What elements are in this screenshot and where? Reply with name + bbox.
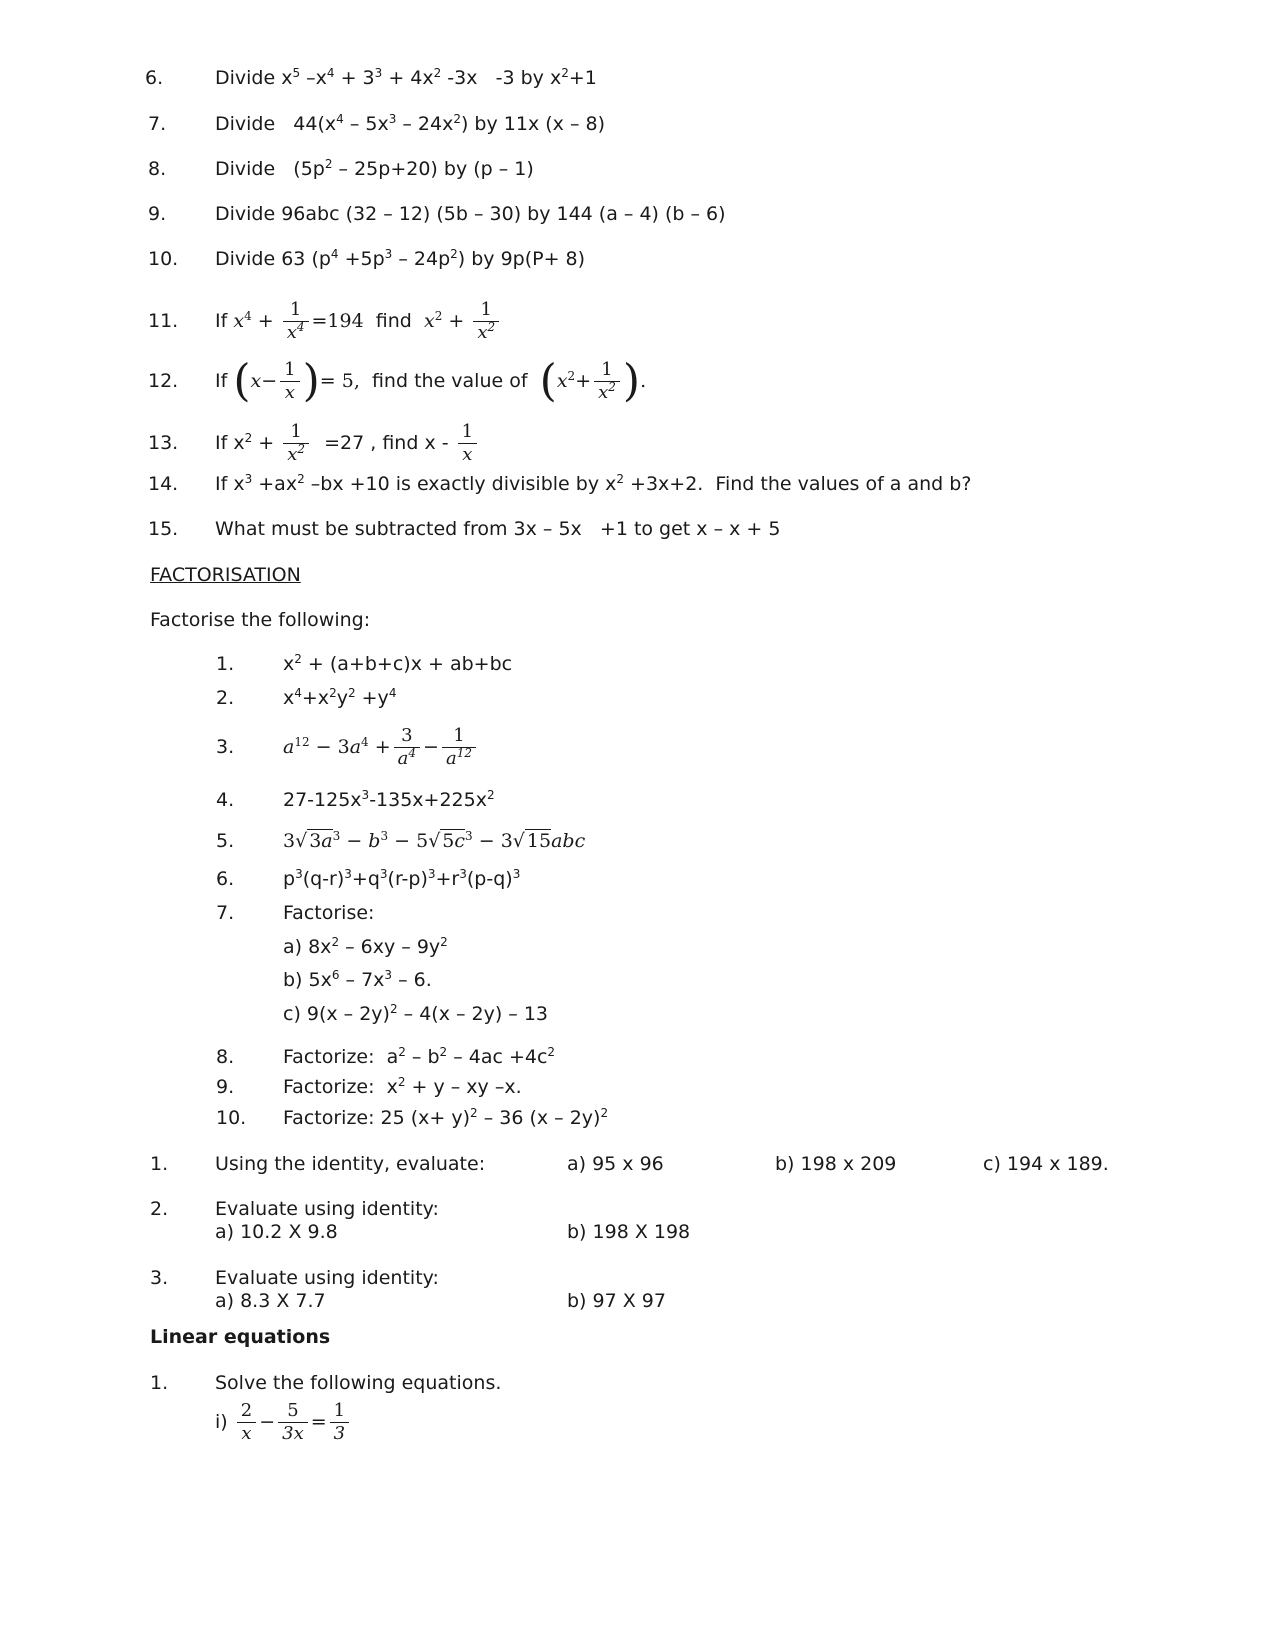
question-number: 13. bbox=[148, 432, 179, 454]
question-number: 8. bbox=[148, 158, 167, 180]
item-expression: c) 9(x – 2y)$^2$ – 4(x – 2y) – 13 bbox=[283, 1002, 549, 1025]
item-label: Factorise: bbox=[283, 902, 375, 924]
item-number: 5. bbox=[216, 830, 235, 852]
question-number: 10. bbox=[148, 248, 179, 270]
question-number: 2. bbox=[150, 1198, 169, 1220]
item-expression: $x^2 + (a+b+c)x + ab+bc$ bbox=[283, 652, 513, 675]
item-number: 7. bbox=[216, 902, 235, 924]
item-number: 3. bbox=[216, 736, 235, 758]
question-number: 9. bbox=[148, 203, 167, 225]
item-expression: 3√ $3a^3 - b^3 - 5√$ $5c^3 - 3√$ 15abc bbox=[283, 829, 586, 852]
part-b: b) 198 X 198 bbox=[567, 1221, 691, 1243]
item-number: 1. bbox=[216, 653, 235, 675]
part-b: b) 97 X 97 bbox=[567, 1290, 666, 1312]
question-math: If (x− $\frac{1}{x}$ )= 5, find the value of ($x^2+$ $\frac{1}{x^2}$ ). bbox=[215, 355, 647, 407]
equation: i) $\frac{2}{x}$ − $\frac{5}{3x}$ = $\frac{1}{3}$ bbox=[215, 1395, 352, 1449]
question-text: Solve the following equations. bbox=[215, 1372, 502, 1394]
item-number: 2. bbox=[216, 687, 235, 709]
part-a: a) 8.3 X 7.7 bbox=[215, 1290, 326, 1312]
item-expression: Factorize: 25 $(x+ y)^2 - 36$ (x – 2y)$^2$ bbox=[283, 1106, 609, 1129]
item-number: 10. bbox=[216, 1107, 247, 1129]
question-text: Evaluate using identity: bbox=[215, 1198, 439, 1220]
question-text: If $x^3 +ax^2$ –bx +10 is exactly divisible by $x^2 +3x+2$. Find the values of a and b? bbox=[215, 472, 972, 495]
item-expression: $a^{12} - 3a^4$ + $\frac{3}{a^4}$ − $\frac{1}{a^{12}}$ bbox=[283, 720, 479, 774]
question-math: If $x^4$ + $\frac{1}{x^4}$ =194 find $x^2$ + $\frac{1}{x^2}$ bbox=[215, 294, 502, 348]
question-text: Evaluate using identity: bbox=[215, 1267, 439, 1289]
question-text: Divide 63 $(p^4 +5p^3 - 24p^2)$ by 9p(P+ 8) bbox=[215, 247, 586, 270]
part-a: a) 95 x 96 bbox=[567, 1153, 664, 1175]
item-number: 9. bbox=[216, 1076, 235, 1098]
item-number: 8. bbox=[216, 1046, 235, 1068]
question-text: Divide $(5p^2 - 25p+20)$ by (p – 1) bbox=[215, 157, 534, 180]
item-expression: $x^4+x^2y^2 +y^4$ bbox=[283, 686, 397, 709]
question-text: Divide 96abc (32 – 12) (5b – 30) by 144 (a – 4) (b – 6) bbox=[215, 203, 726, 225]
question-number: 11. bbox=[148, 310, 179, 332]
question-number: 7. bbox=[148, 113, 167, 135]
question-math: If $x^2$ + $\frac{1}{x^2}$ =27 , find x - $\frac{1}{x}$ bbox=[215, 416, 480, 470]
question-text: Divide $x^5$ $-x^4 + 3^3 + 4x^2$ -3x -3 by $x^2+1$ bbox=[215, 66, 597, 89]
question-number: 15. bbox=[148, 518, 179, 540]
section-heading: Linear equations bbox=[150, 1326, 331, 1348]
question-number: 3. bbox=[150, 1267, 169, 1289]
question-number: 6. bbox=[145, 67, 164, 89]
item-expression: $p^3(q-r)^3+q^3(r-p)^3+r^3(p-q)^3$ bbox=[283, 867, 521, 890]
question-text: Divide $44(x^4 - 5x^3 - 24x^2)$ by 11x (x – 8) bbox=[215, 112, 605, 135]
question-number: 12. bbox=[148, 370, 179, 392]
question-number: 1. bbox=[150, 1153, 169, 1175]
item-expression: $27-125x^3-135x+225x^2$ bbox=[283, 788, 495, 811]
item-expression: Factorize: $x^2 + y$ – xy –x. bbox=[283, 1075, 522, 1098]
item-expression: a) $8x^2 - 6xy - 9y^2$ bbox=[283, 935, 448, 958]
item-number: 4. bbox=[216, 789, 235, 811]
part-c: c) 194 x 189. bbox=[983, 1153, 1109, 1175]
part-b: b) 198 x 209 bbox=[775, 1153, 897, 1175]
section-heading: FACTORISATION bbox=[150, 564, 301, 586]
question-text: Using the identity, evaluate: bbox=[215, 1153, 486, 1175]
question-text: What must be subtracted from 3x – 5x +1 to get x – x + 5 bbox=[215, 518, 781, 540]
section-instruction: Factorise the following: bbox=[150, 609, 371, 631]
question-number: 14. bbox=[148, 473, 179, 495]
item-expression: Factorize: $a^2 - b^2 - 4ac +4c^2$ bbox=[283, 1045, 556, 1068]
question-number: 1. bbox=[150, 1372, 169, 1394]
item-number: 6. bbox=[216, 868, 235, 890]
item-expression: b) $5x^6 - 7x^3 - 6$. bbox=[283, 968, 432, 991]
part-a: a) 10.2 X 9.8 bbox=[215, 1221, 338, 1243]
